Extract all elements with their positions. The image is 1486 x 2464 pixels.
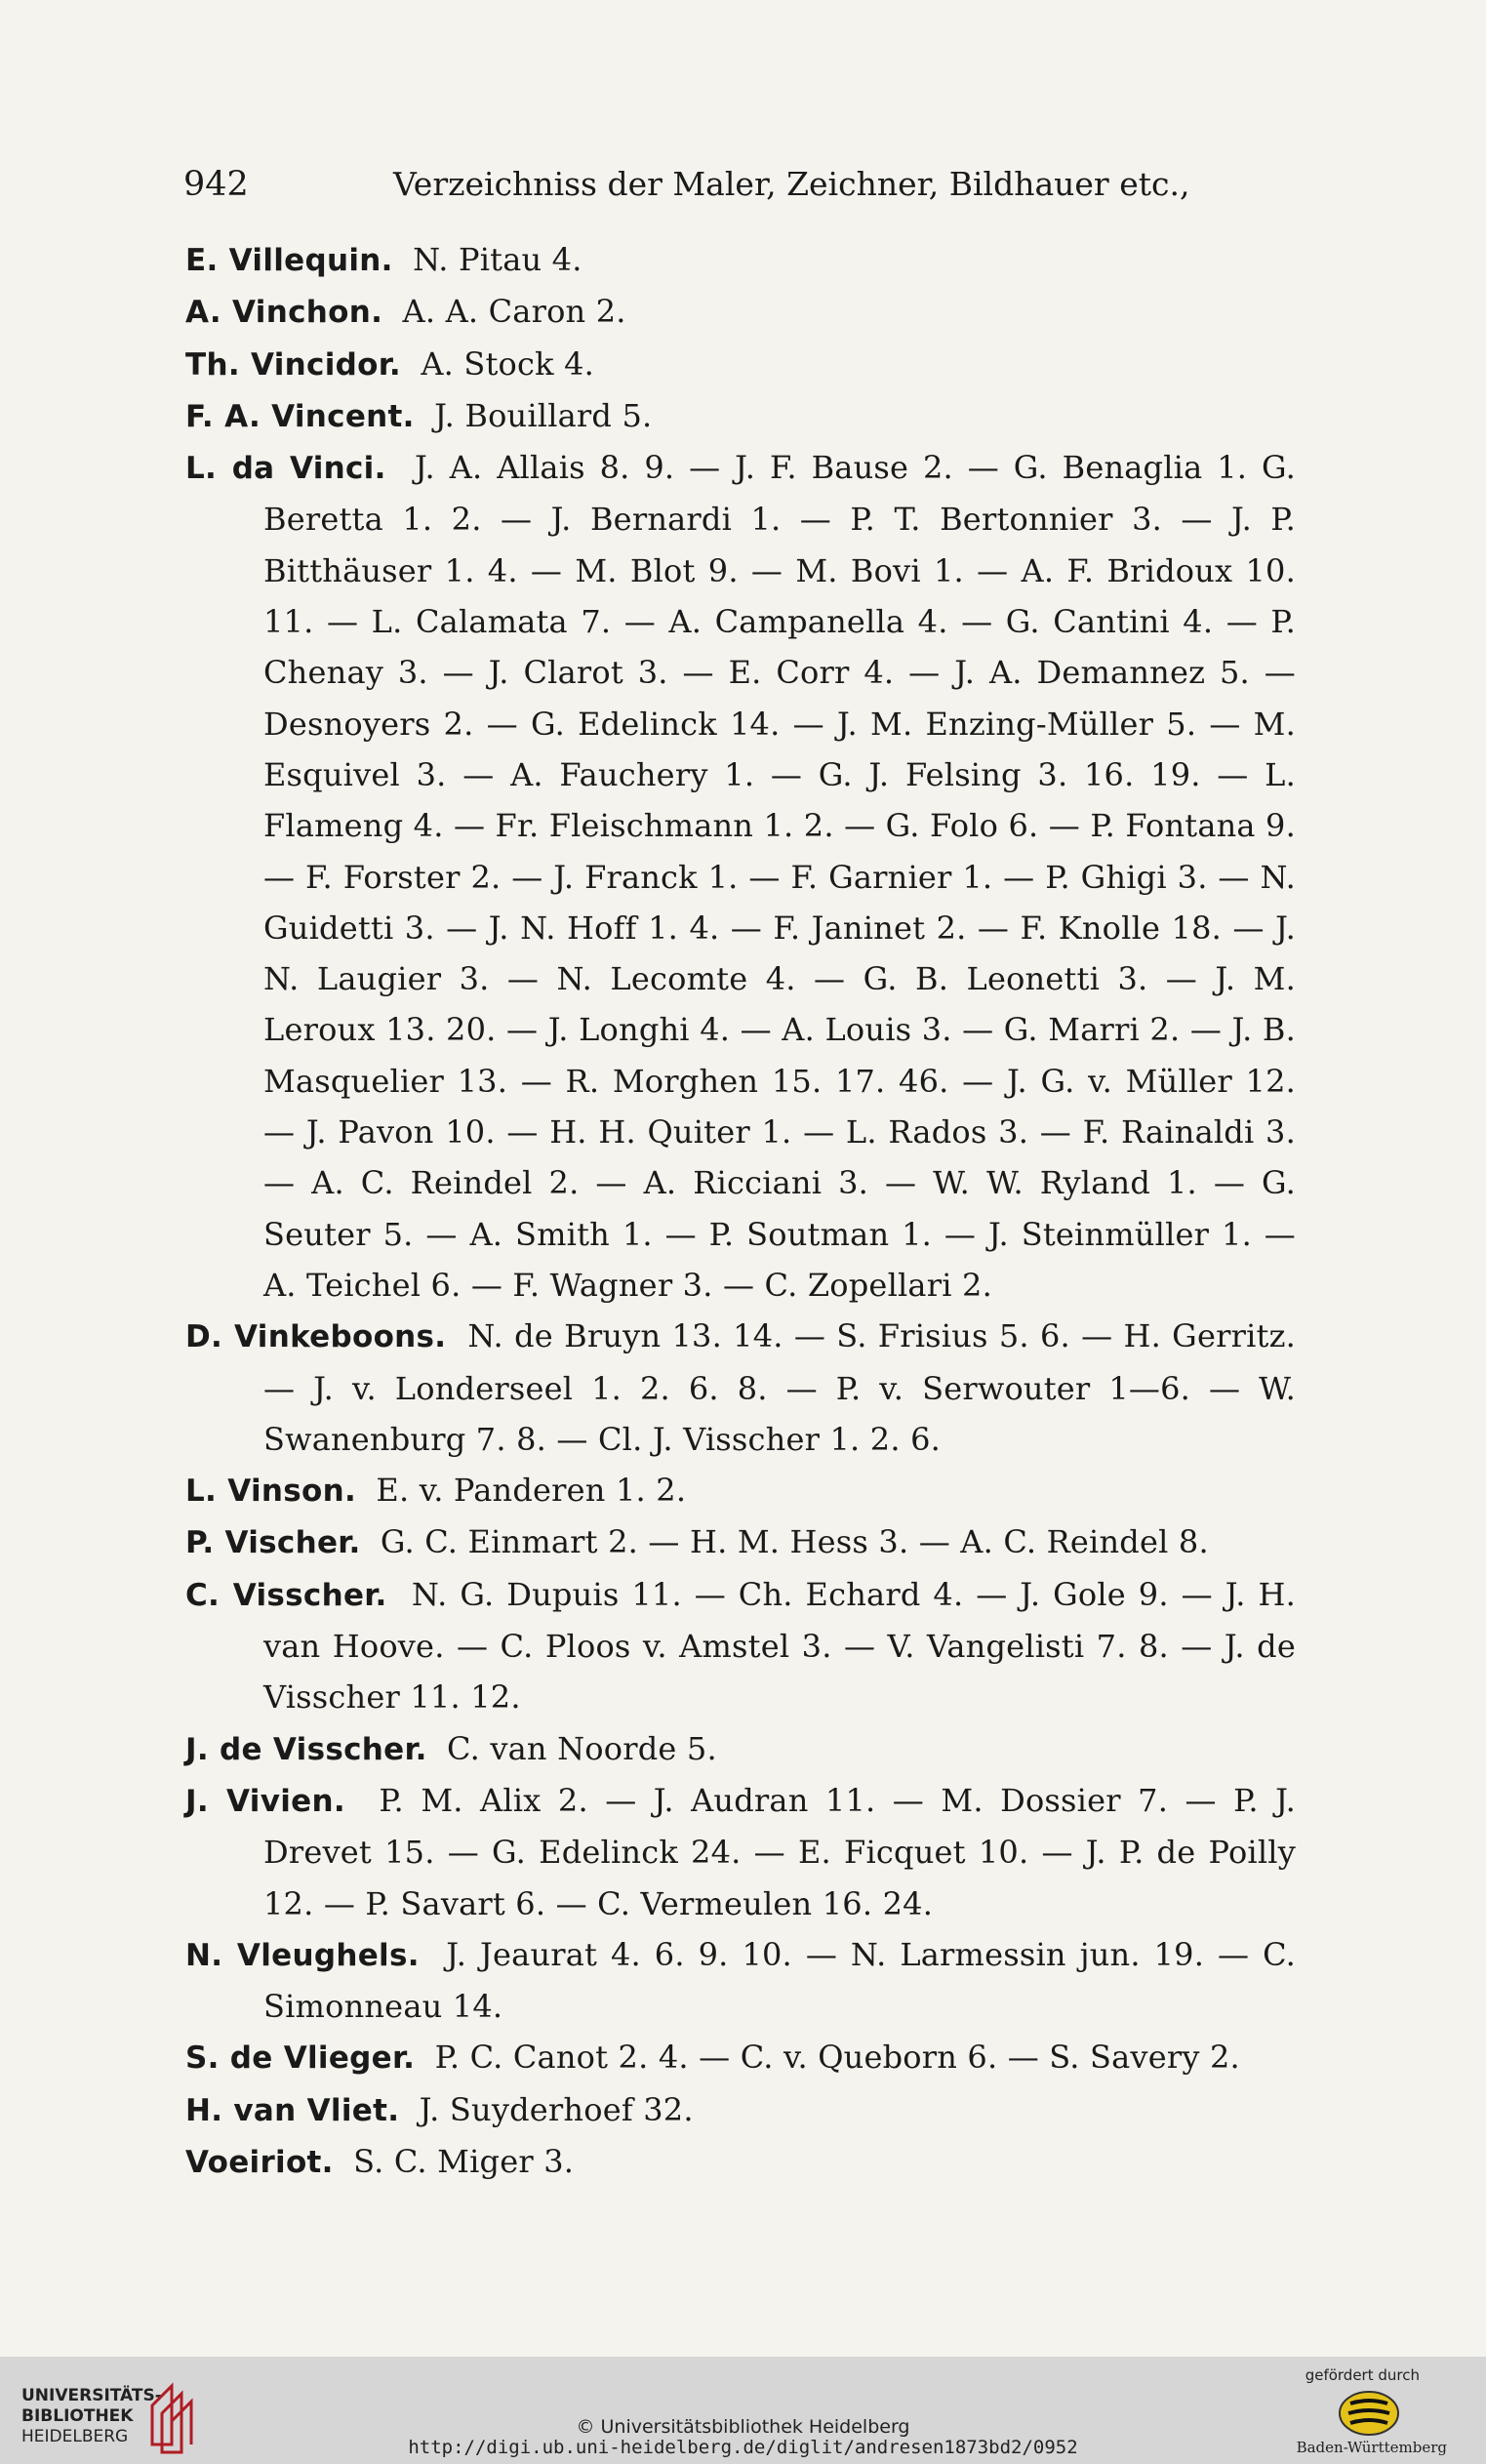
artist-name: P. Vischer. [185, 1525, 361, 1561]
engraver-list: E. v. Panderen 1. 2. [376, 1472, 687, 1510]
library-name-line3: HEIDELBERG [21, 2427, 129, 2446]
index-entry [185, 1465, 1296, 1516]
copyright-notice: © Universitätsbibliothek Heidelberg [576, 2416, 910, 2438]
artist-name: H. van Vliet. [185, 2092, 400, 2128]
artist-name: D. Vinkeboons. [185, 1319, 447, 1355]
library-name-line1: UNIVERSITÄTS- [21, 2386, 162, 2405]
index-entry [185, 442, 1296, 1311]
digitization-footer [0, 2357, 1486, 2464]
page-header [183, 158, 1315, 211]
engraver-list: N. G. Dupuis 11. — Ch. Echard 4. — J. Gole 9. — J. H. van Hoove. — C. Ploos v. Amstel 3. — V. Vangelisti 7. 8. — J. de Visscher 11. 12. [263, 1575, 1296, 1717]
engraver-list: S. C. Miger 3. [353, 2142, 575, 2180]
artist-name: L. Vinson. [185, 1474, 357, 1510]
artist-name: S. de Vlieger. [185, 2040, 416, 2077]
index-entry [185, 234, 1296, 286]
engraver-list: A. Stock 4. [421, 344, 595, 383]
engraver-list: J. Jeaurat 4. 6. 9. 10. — N. Larmessin jun. 19. — C. Simonneau 14. [263, 1935, 1297, 2026]
index-entry [185, 1569, 1296, 1723]
library-name-line2: BIBLIOTHEK [21, 2406, 134, 2426]
artist-name: J. Vivien. [185, 1783, 345, 1819]
index-entry [185, 1311, 1296, 1465]
artist-name: N. Vleughels. [185, 1937, 420, 1973]
engraver-list: N. de Bruyn 13. 14. — S. Frisius 5. 6. — H. Gerritz. — J. v. Londerseel 1. 2. 6. 8. — P. v. Serwouter 1—6. — W. Swanenburg 7. 8. — Cl. J. Visscher 1. 2. 6. [263, 1317, 1296, 1458]
index-entry [185, 2084, 1296, 2136]
engraver-list: P. C. Canot 2. 4. — C. v. Queborn 6. — S. Savery 2. [434, 2039, 1240, 2077]
index-entry [185, 1929, 1296, 2033]
index-entry [185, 2136, 1296, 2188]
artist-name: A. Vinchon. [185, 295, 383, 331]
index-entry [185, 339, 1296, 390]
index-entry [185, 390, 1296, 442]
artist-name: Th. Vincidor. [185, 346, 401, 383]
running-title: Verzeichniss der Maler, Zeichner, Bildhauer etc., [393, 165, 1190, 203]
engraver-list: J. Suyderhoef 32. [419, 2090, 694, 2128]
engraver-list: A. A. Caron 2. [402, 293, 626, 331]
index-entry [185, 1516, 1296, 1568]
artist-name: J. de Visscher. [185, 1731, 427, 1767]
permalink-url[interactable]: http://digi.ub.uni-heidelberg.de/diglit/andresen1873bd2/0952 [408, 2437, 1078, 2458]
state-crest-icon [1335, 2388, 1403, 2439]
engraver-list: J. Bouillard 5. [434, 396, 653, 434]
engraver-list: N. Pitau 4. [413, 241, 582, 278]
artist-name: Voeiriot. [185, 2144, 334, 2180]
index-entry [185, 1775, 1296, 1929]
index-entry [185, 286, 1296, 338]
artist-name: F. A. Vincent. [185, 398, 415, 434]
engraver-list: P. M. Alix 2. — J. Audran 11. — M. Dossier 7. — P. J. Drevet 15. — G. Edelinck 24. — E. Ficquet 10. — J. P. de Poilly 12. — P. Savart 6. — C. Vermeulen 16. 24. [263, 1781, 1296, 1922]
artist-name: L. da Vinci. [185, 451, 386, 487]
engraver-list: G. C. Einmart 2. — H. M. Hess 3. — A. C. Reindel 8. [380, 1523, 1209, 1561]
engraver-list: J. A. Allais 8. 9. — J. F. Bause 2. — G. Benaglia 1. G. Beretta 1. 2. — J. Bernardi 1. — P. T. Bertonnier 3. — J. P. Bitthäuser 1. 4. — M. Blot 9. — M. Bovi 1. — A. F. Bridoux 10. 11. — L. Calamata 7. — A. Campanella 4. — G. Cantini 4. — P. Chenay 3. — J. Clarot 3. — E. Corr 4. — J. A. Demannez 5. — Desnoyers 2. — G. Edelinck 14. — J. M. Enzing-Müller 5. — M. Esquivel 3. — A. Fauchery 1. — G. J. Felsing 3. 16. 19. — L. Flameng 4. — Fr. Fleischmann 1. 2. — G. Folo 6. — P. Fontana 9. — F. Forster 2. — J. Franck 1. — F. Garnier 1. — P. Ghigi 3. — N. Guidetti 3. — J. N. Hoff 1. 4. — F. Janinet 2. — F. Knolle 18. — J. N. Laugier 3. — N. Lecomte 4. — G. B. Leonetti 3. — J. M. Leroux 13. 20. — J. Longhi 4. — A. Louis 3. — G. Marri 2. — J. B. Masquelier 13. — R. Morghen 15. 17. 46. — J. G. v. Müller 12. — J. Pavon 10. — H. H. Quiter 1. — L. Rados 3. — F. Rainaldi 3. — A. C. Reindel 2. — A. Ricciani 3. — W. W. Ryland 1. — G. Seuter 5. — A. Smith 1. — P. Soutman 1. — J. Steinmüller 1. — A. Teichel 6. — F. Wagner 3. — C. Zopellari 2. [263, 449, 1296, 1304]
artist-index [185, 234, 1296, 2188]
artist-name: C. Visscher. [185, 1577, 387, 1613]
page-number: 942 [183, 165, 249, 204]
sponsor-label: gefördert durch [1305, 2366, 1420, 2384]
index-entry [185, 1723, 1296, 1775]
sponsor-name: Baden-Württemberg [1296, 2439, 1447, 2456]
engraver-list: C. van Noorde 5. [447, 1729, 717, 1767]
artist-name: E. Villequin. [185, 243, 393, 278]
index-entry [185, 2032, 1296, 2083]
